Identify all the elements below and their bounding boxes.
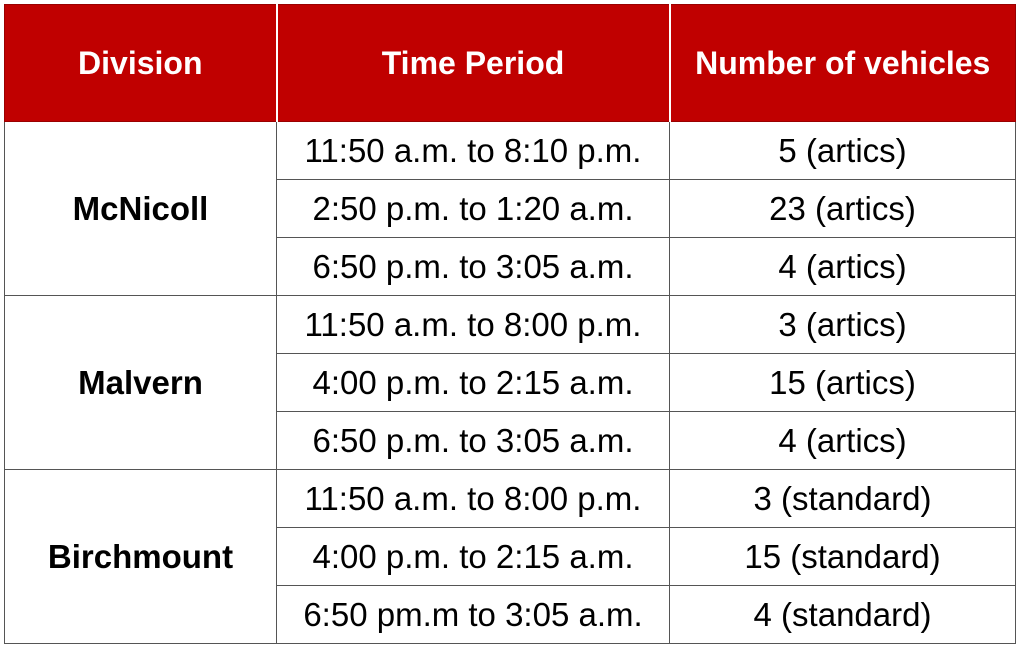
time-period-cell: 4:00 p.m. to 2:15 a.m. bbox=[277, 528, 670, 586]
vehicle-count-cell: 23 (artics) bbox=[670, 180, 1016, 238]
time-period-cell: 4:00 p.m. to 2:15 a.m. bbox=[277, 354, 670, 412]
header-time-period: Time Period bbox=[277, 5, 670, 122]
header-division: Division bbox=[5, 5, 277, 122]
vehicle-count-cell: 3 (standard) bbox=[670, 470, 1016, 528]
vehicle-count-cell: 15 (standard) bbox=[670, 528, 1016, 586]
division-cell-birchmount: Birchmount bbox=[5, 470, 277, 644]
header-row bbox=[5, 5, 1016, 122]
header-number-of-vehicles: Number of vehicles bbox=[670, 5, 1016, 122]
table-row bbox=[5, 296, 1016, 354]
time-period-cell: 2:50 p.m. to 1:20 a.m. bbox=[277, 180, 670, 238]
division-cell-malvern: Malvern bbox=[5, 296, 277, 470]
table-row bbox=[5, 122, 1016, 180]
table-header bbox=[5, 5, 1016, 122]
schedule-table-container bbox=[4, 4, 1016, 644]
time-period-cell: 6:50 p.m. to 3:05 a.m. bbox=[277, 238, 670, 296]
time-period-cell: 11:50 a.m. to 8:00 p.m. bbox=[277, 470, 670, 528]
vehicle-count-cell: 15 (artics) bbox=[670, 354, 1016, 412]
vehicle-count-cell: 4 (artics) bbox=[670, 412, 1016, 470]
vehicle-count-cell: 4 (standard) bbox=[670, 586, 1016, 644]
time-period-cell: 6:50 pm.m to 3:05 a.m. bbox=[277, 586, 670, 644]
vehicle-count-cell: 5 (artics) bbox=[670, 122, 1016, 180]
time-period-cell: 11:50 a.m. to 8:00 p.m. bbox=[277, 296, 670, 354]
time-period-cell: 11:50 a.m. to 8:10 p.m. bbox=[277, 122, 670, 180]
vehicle-count-cell: 4 (artics) bbox=[670, 238, 1016, 296]
division-cell-mcnicoll: McNicoll bbox=[5, 122, 277, 296]
division-schedule-table bbox=[4, 4, 1016, 644]
table-body bbox=[5, 122, 1016, 644]
vehicle-count-cell: 3 (artics) bbox=[670, 296, 1016, 354]
time-period-cell: 6:50 p.m. to 3:05 a.m. bbox=[277, 412, 670, 470]
table-row bbox=[5, 470, 1016, 528]
